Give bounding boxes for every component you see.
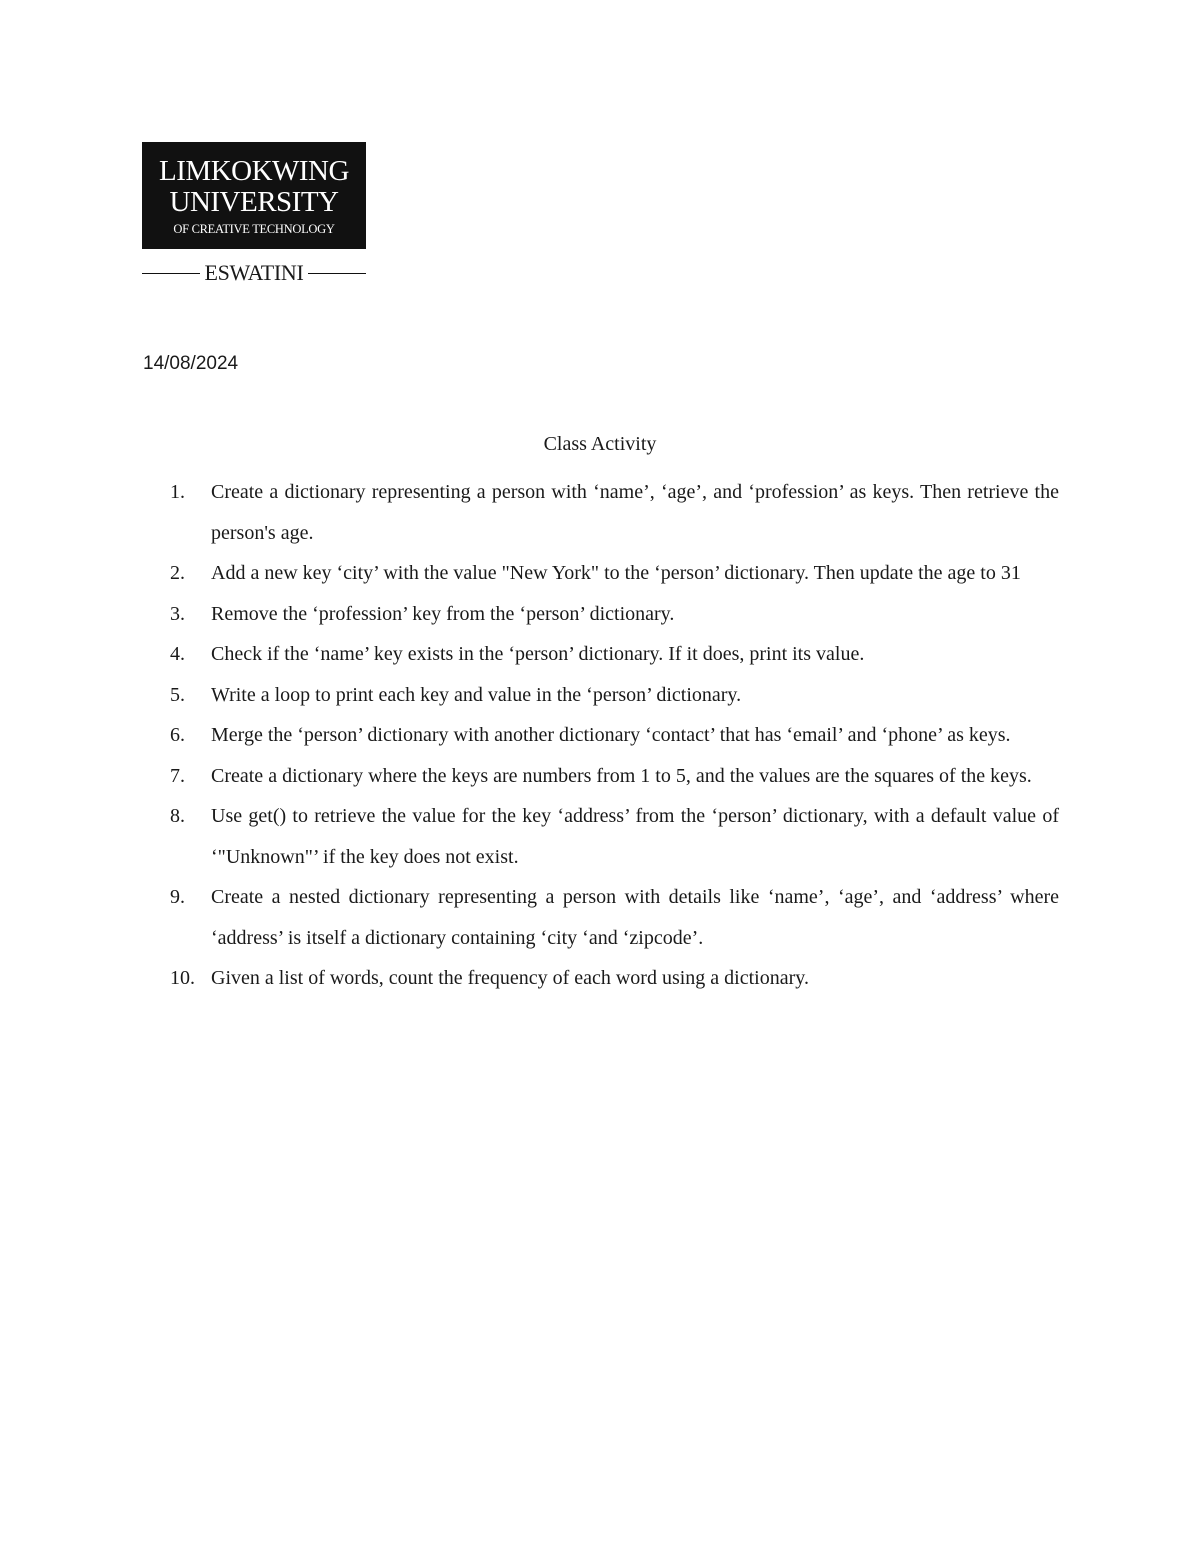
task-item: [170, 594, 1059, 635]
logo-country: ESWATINI: [204, 260, 304, 285]
task-number: 6.: [170, 724, 185, 746]
task-item: [170, 877, 1059, 958]
task-item: [170, 675, 1059, 716]
task-text: Create a dictionary where the keys are numbers from 1 to 5, and the values are the squares of the keys.: [211, 764, 1032, 787]
task-text: Given a list of words, count the frequency of each word using a dictionary.: [211, 967, 809, 989]
logo-country-row: [142, 261, 366, 285]
task-text: Check if the ‘name’ key exists in the ‘person’ dictionary. If it does, print its value.: [211, 643, 865, 665]
logo-line-2: UNIVERSITY: [169, 186, 339, 218]
task-text: Create a dictionary representing a person with ‘name’, ‘age’, and ‘profession’ as keys. Then retrieve the person's age.: [211, 481, 1059, 544]
task-item: [170, 634, 1059, 675]
task-list: [170, 472, 1059, 999]
document-date: 14/08/2024: [143, 353, 239, 374]
task-number: 4.: [170, 643, 185, 665]
task-text: Use get() to retrieve the value for the key ‘address’ from the ‘person’ dictionary, with a default value of ‘"Unknown"’ if the key does not exist.: [211, 805, 1059, 868]
task-text: Create a nested dictionary representing a person with details like ‘name’, ‘age’, and ‘address’ where ‘address’ is itself a dictionary containing ‘city ‘and ‘zipcode’.: [211, 886, 1059, 949]
logo-line-1: LIMKOKWING: [159, 155, 349, 187]
task-item: [170, 958, 1059, 999]
task-number: 8.: [170, 805, 185, 827]
task-item: [170, 756, 1059, 797]
task-text: Remove the ‘profession’ key from the ‘person’ dictionary.: [211, 602, 675, 625]
logo-rule-left: [142, 273, 200, 274]
university-logo: [142, 142, 366, 285]
task-text: Add a new key ‘city’ with the value "New York" to the ‘person’ dictionary. Then update the age to 31: [211, 562, 1021, 584]
task-item: [170, 796, 1059, 877]
task-item: [170, 553, 1059, 594]
task-text: Merge the ‘person’ dictionary with another dictionary ‘contact’ that has ‘email’ and ‘phone’ as keys.: [211, 724, 1011, 746]
logo-rule-right: [308, 273, 366, 274]
task-number: 3.: [170, 602, 185, 625]
task-number: 5.: [170, 683, 185, 706]
task-number: 9.: [170, 886, 185, 908]
task-number: 2.: [170, 562, 185, 584]
task-number: 7.: [170, 764, 185, 787]
task-text: Write a loop to print each key and value in the ‘person’ dictionary.: [211, 683, 742, 706]
task-item: [170, 472, 1059, 553]
logo-box: [142, 142, 366, 249]
task-number: 1.: [170, 481, 185, 503]
logo-line-3: OF CREATIVE TECHNOLOGY: [173, 222, 335, 236]
document-title: Class Activity: [543, 433, 657, 455]
task-item: [170, 715, 1059, 756]
task-number: 10.: [170, 967, 195, 989]
